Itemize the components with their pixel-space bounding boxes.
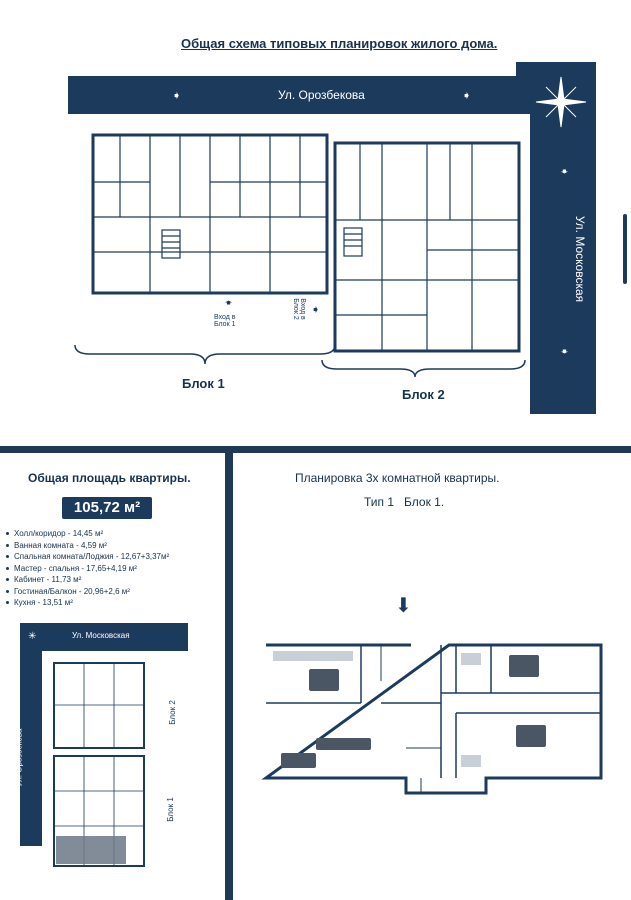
block-braces [70, 340, 540, 380]
apartment-floorplan [261, 633, 606, 808]
list-item: Спальная комната/Лоджия - 12,67+3,37м² [6, 551, 169, 563]
compass-icon [530, 72, 592, 132]
street-orozbekova-label: Ул. Орозбекова [278, 88, 365, 102]
mini-floorplan [52, 661, 147, 869]
room-area-list [6, 528, 169, 609]
block1-label: Блок 1 [182, 376, 225, 391]
list-item: Гостиная/Балкон - 20,96+2,6 м² [6, 586, 169, 598]
entrance-block2-label: Вход в Блок 2 [291, 298, 306, 320]
arrow-right-icon: ➧ [172, 90, 182, 102]
list-item: Мастер - спальня - 17,65+4,19 м² [6, 563, 169, 575]
arrow-down-icon: ➧ [558, 166, 571, 177]
arrow-right-icon: ➧ [311, 304, 321, 316]
compass-icon: ✳ [28, 631, 37, 642]
plan-subheading: Тип 1 Блок 1. [364, 495, 445, 509]
summary-heading: Общая площадь квартиры. [28, 471, 191, 485]
entrance-arrow-icon: ⬇ [395, 595, 412, 617]
arrow-down-icon: ➧ [558, 346, 571, 357]
apartment-plan-panel [233, 453, 631, 900]
block2-label: Блок 2 [402, 387, 445, 402]
site-plan-title: Общая схема типовых планировок жилого дома. [181, 36, 498, 51]
mini-block1-label: Блок 1 [165, 797, 175, 822]
list-item: Холл/коридор - 14,45 м² [6, 528, 169, 540]
list-item: Кабинет - 11,73 м² [6, 574, 169, 586]
scrollbar[interactable] [623, 214, 627, 284]
block1-floorplan [90, 132, 330, 297]
mini-street-top-label: Ул. Московская [72, 631, 130, 640]
plan-heading: Планировка 3х комнатной квартиры. [295, 471, 500, 485]
list-item: Ванная комната - 4,59 м² [6, 540, 169, 552]
mini-street-left-label: Ул. Орозбекова [14, 728, 24, 787]
arrow-up-icon: ➧ [223, 297, 236, 308]
list-item: Кухня - 13,51 м² [6, 597, 169, 609]
mini-block2-label: Блок 2 [167, 700, 177, 725]
site-plan-panel [0, 0, 631, 446]
entrance-block1-label: Вход в Блок 1 [214, 314, 236, 328]
area-summary-panel [0, 453, 225, 900]
block2-floorplan [332, 140, 522, 355]
total-area-badge: 105,72 м² [62, 497, 152, 519]
street-moskovskaya-label: Ул. Московская [573, 215, 587, 303]
arrow-right-icon: ➧ [462, 90, 472, 102]
